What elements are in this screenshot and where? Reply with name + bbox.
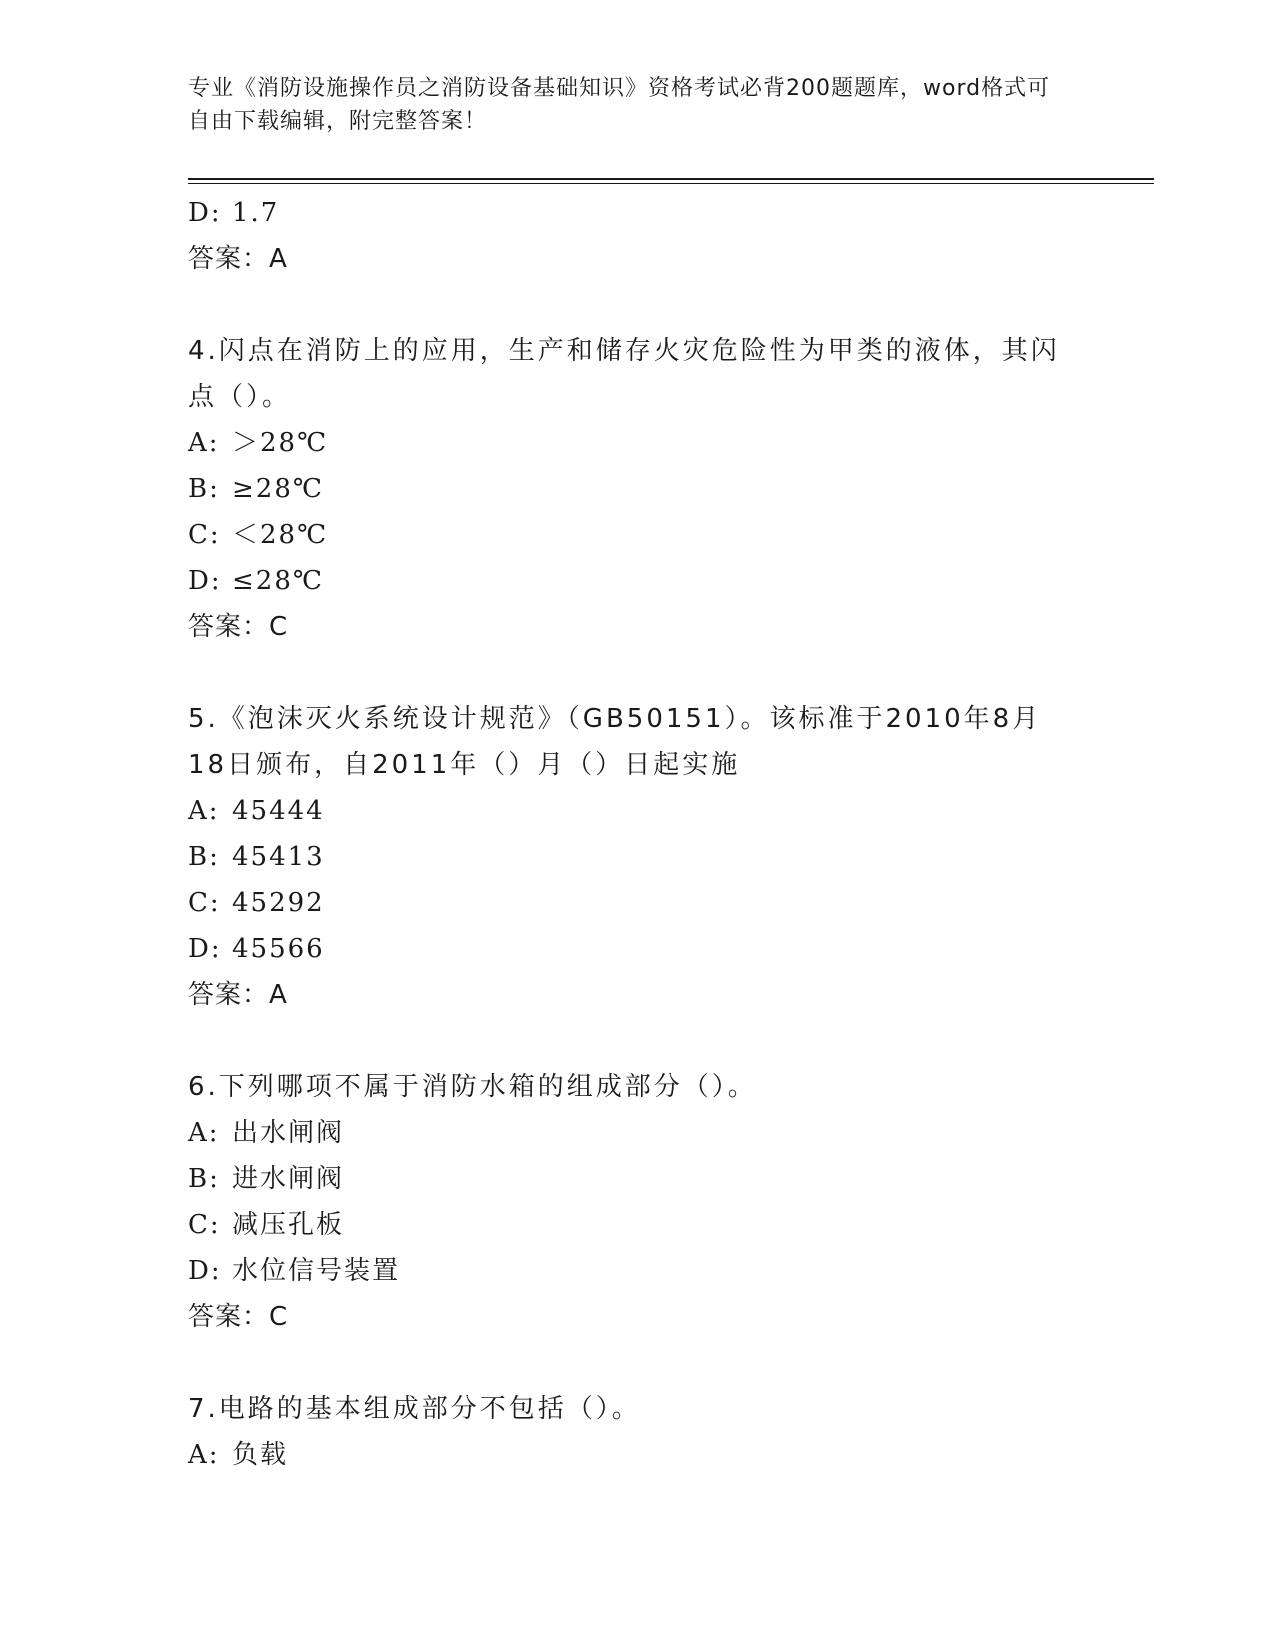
option-text: 45413: [232, 842, 325, 872]
option-b: [188, 1156, 1088, 1202]
option-text: ≥28℃: [232, 474, 324, 504]
option-label: C:: [188, 1210, 221, 1240]
header-rule-thin: [188, 183, 1154, 184]
option-label: B:: [188, 842, 220, 872]
option-text: 1.7: [232, 198, 280, 228]
answer-line: 答案：A: [188, 244, 288, 274]
option-a: [188, 788, 1088, 834]
option-a: [188, 420, 1088, 466]
option-label: C:: [188, 520, 221, 550]
answer-line: 答案：C: [188, 1302, 289, 1332]
question-stem: 4.闪点在消防上的应用，生产和储存火灾危险性为甲类的液体，其闪点（）。: [188, 336, 1060, 412]
question-list: [188, 190, 1088, 1478]
option-d: [188, 926, 1088, 972]
option-label: C:: [188, 888, 221, 918]
option-text: ≤28℃: [232, 566, 324, 596]
option-text: 减压孔板: [232, 1210, 345, 1240]
option-label: D:: [188, 198, 222, 228]
option-text: ＞28℃: [232, 428, 329, 458]
option-label: D:: [188, 1256, 222, 1286]
option-text: ＜28℃: [232, 520, 329, 550]
question-stem: 6.下列哪项不属于消防水箱的组成部分（）。: [188, 1072, 757, 1102]
option-text: 45444: [232, 796, 325, 826]
option-c: [188, 880, 1088, 926]
option-c: [188, 512, 1088, 558]
option-label: A:: [188, 796, 220, 826]
option-d: [188, 1248, 1088, 1294]
option-label: A:: [188, 428, 220, 458]
option-label: D:: [188, 934, 222, 964]
option-text: 45292: [232, 888, 325, 918]
document-header: [188, 72, 1068, 138]
option-label: A:: [188, 1440, 220, 1470]
option-a: [188, 1432, 1088, 1478]
option-text: 45566: [232, 934, 325, 964]
header-text: 专业《消防设施操作员之消防设备基础知识》资格考试必背200题题库，word格式可自由下载编辑，附完整答案！: [188, 76, 1051, 134]
option-text: 负载: [232, 1440, 289, 1470]
answer-line: 答案：C: [188, 612, 289, 642]
option-c: [188, 1202, 1088, 1248]
option-text: 进水闸阀: [232, 1164, 345, 1194]
option-text: 水位信号装置: [232, 1256, 401, 1286]
question-stem: 5.《泡沫灭火系统设计规范》（GB50151）。该标准于2010年8月18日颁布，自2011年（）月（）日起实施: [188, 704, 1042, 780]
option-text: 出水闸阀: [232, 1118, 345, 1148]
header-rule-thick: [188, 178, 1154, 180]
option-b: [188, 834, 1088, 880]
option-a: [188, 1110, 1088, 1156]
question-stem: 7.电路的基本组成部分不包括（）。: [188, 1394, 641, 1424]
option-d: [188, 190, 1088, 236]
option-label: B:: [188, 1164, 220, 1194]
option-label: D:: [188, 566, 222, 596]
option-label: A:: [188, 1118, 220, 1148]
answer-line: 答案：A: [188, 980, 288, 1010]
option-b: [188, 466, 1088, 512]
option-d: [188, 558, 1088, 604]
option-label: B:: [188, 474, 220, 504]
